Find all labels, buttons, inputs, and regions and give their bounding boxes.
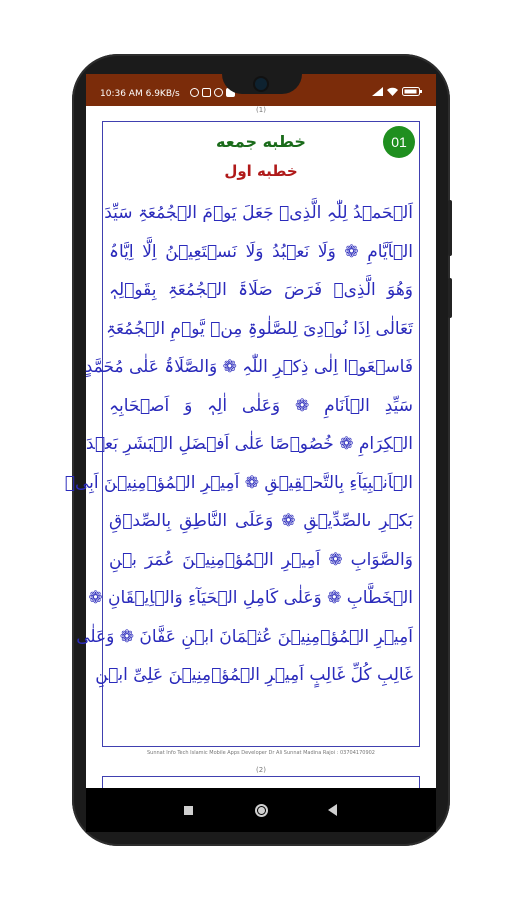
book-page[interactable]: [64, 121, 420, 756]
alarm-icon: [190, 88, 199, 97]
page-footer: Sunnat Info Tech Islamic Mobile Apps Developer Dr Ali Sunnat Madina Rajoi : 03704170902: [147, 750, 375, 756]
text-line: اَلۡحَمۡدُ لِلّٰہِ الَّذِیۡ جَعَلَ یَوۡمَ الۡجُمُعَۃِ سَیِّدَ: [104, 203, 413, 223]
page-subtitle: خطبه اول: [224, 162, 298, 180]
recents-icon: [184, 806, 193, 815]
page-title: خطبه جمعه: [216, 132, 306, 151]
wifi-icon: [387, 87, 398, 96]
text-line: فَاسۡعَوۡا اِلٰی ذِکۡرِ اللّٰہِ ❁ وَالصَّلَاۃُ عَلٰی مُحَمَّدٍ: [84, 357, 413, 377]
home-icon: [255, 804, 268, 817]
text-line: الۡاَنۡبِیَآءِ بِالتَّحۡقِیۡقِ ❁ اَمِیۡرِ الۡمُؤۡمِنِیۡنَ اَبِیۡ: [64, 472, 413, 493]
phone-screen: [64, 74, 436, 832]
status-time: 10:36 AM 6.9KB/s: [100, 89, 180, 99]
notification-icon: [202, 88, 211, 97]
cast-icon: [214, 88, 223, 97]
text-line: الۡخَطَّابِ ❁ وَعَلٰی کَامِلِ الۡحَیَآءِ وَالۡاِیۡقَانِ ❁: [88, 588, 413, 608]
recents-button[interactable]: [178, 800, 198, 820]
home-button[interactable]: [251, 800, 271, 820]
text-line: الۡاَیَّامِ ❁ وَلَا نَعۡبُدُ وَلَا نَسۡتَعِیۡنُ اِلَّا اِیَّاہُ: [109, 241, 413, 262]
text-line: الۡکِرَامِ ❁ خُصُوۡصًا عَلٰی اَفۡضَلِ الۡبَشَرِ بَعۡدَ: [85, 434, 413, 454]
status-system-icons: [372, 87, 422, 96]
back-button[interactable]: [322, 800, 342, 820]
battery-icon: [402, 87, 422, 96]
volume-button: [448, 200, 452, 256]
navigation-bar: [86, 788, 436, 832]
chapter-badge: 01: [383, 126, 415, 158]
front-camera: [255, 78, 267, 90]
power-button: [448, 278, 452, 318]
text-line: تَعَالٰی اِذَا نُوۡدِیَ لِلصَّلٰوۃِ مِنۡ یَّوۡمِ الۡجُمُعَۃِ: [106, 318, 413, 339]
next-page-edge[interactable]: [102, 776, 420, 788]
page-number-top: (1): [256, 106, 266, 114]
text-line: غَالِبِ کُلِّ غَالِبٍ اَمِیۡرِ الۡمُؤۡمِنِیۡنَ عَلِیِّ ابۡنِ: [95, 665, 413, 685]
page-number-bottom: (2): [256, 766, 266, 774]
arabic-text-body: [64, 194, 413, 695]
text-line: اَمِیۡرِ الۡمُؤۡمِنِیۡنَ عُثۡمَانَ ابۡنِ عَفَّانَ ❁ وَعَلٰی: [76, 626, 413, 647]
signal-icon: [372, 87, 383, 96]
text-line: سَیِّدِ الۡاَنَامِ ❁ وَعَلٰی اٰلِہٖ وَ اَصۡحَابِہِ: [109, 395, 413, 416]
text-line: بَکۡرِ ںالصِّدِّیۡقِ ❁ وَعَلَی النَّاطِقِ بِالصِّدۡقِ: [109, 511, 413, 531]
back-icon: [328, 804, 337, 816]
text-line: وَھُوَ الَّذِیۡ فَرَضَ صَلَاۃَ الۡجُمُعَۃِ بِقَوۡلِہٖ: [109, 280, 413, 300]
text-line: وَالصَّوَابِ ❁ اَمِیۡرِ الۡمُؤۡمِنِیۡنَ عُمَرَ بۡنِ: [109, 549, 413, 570]
